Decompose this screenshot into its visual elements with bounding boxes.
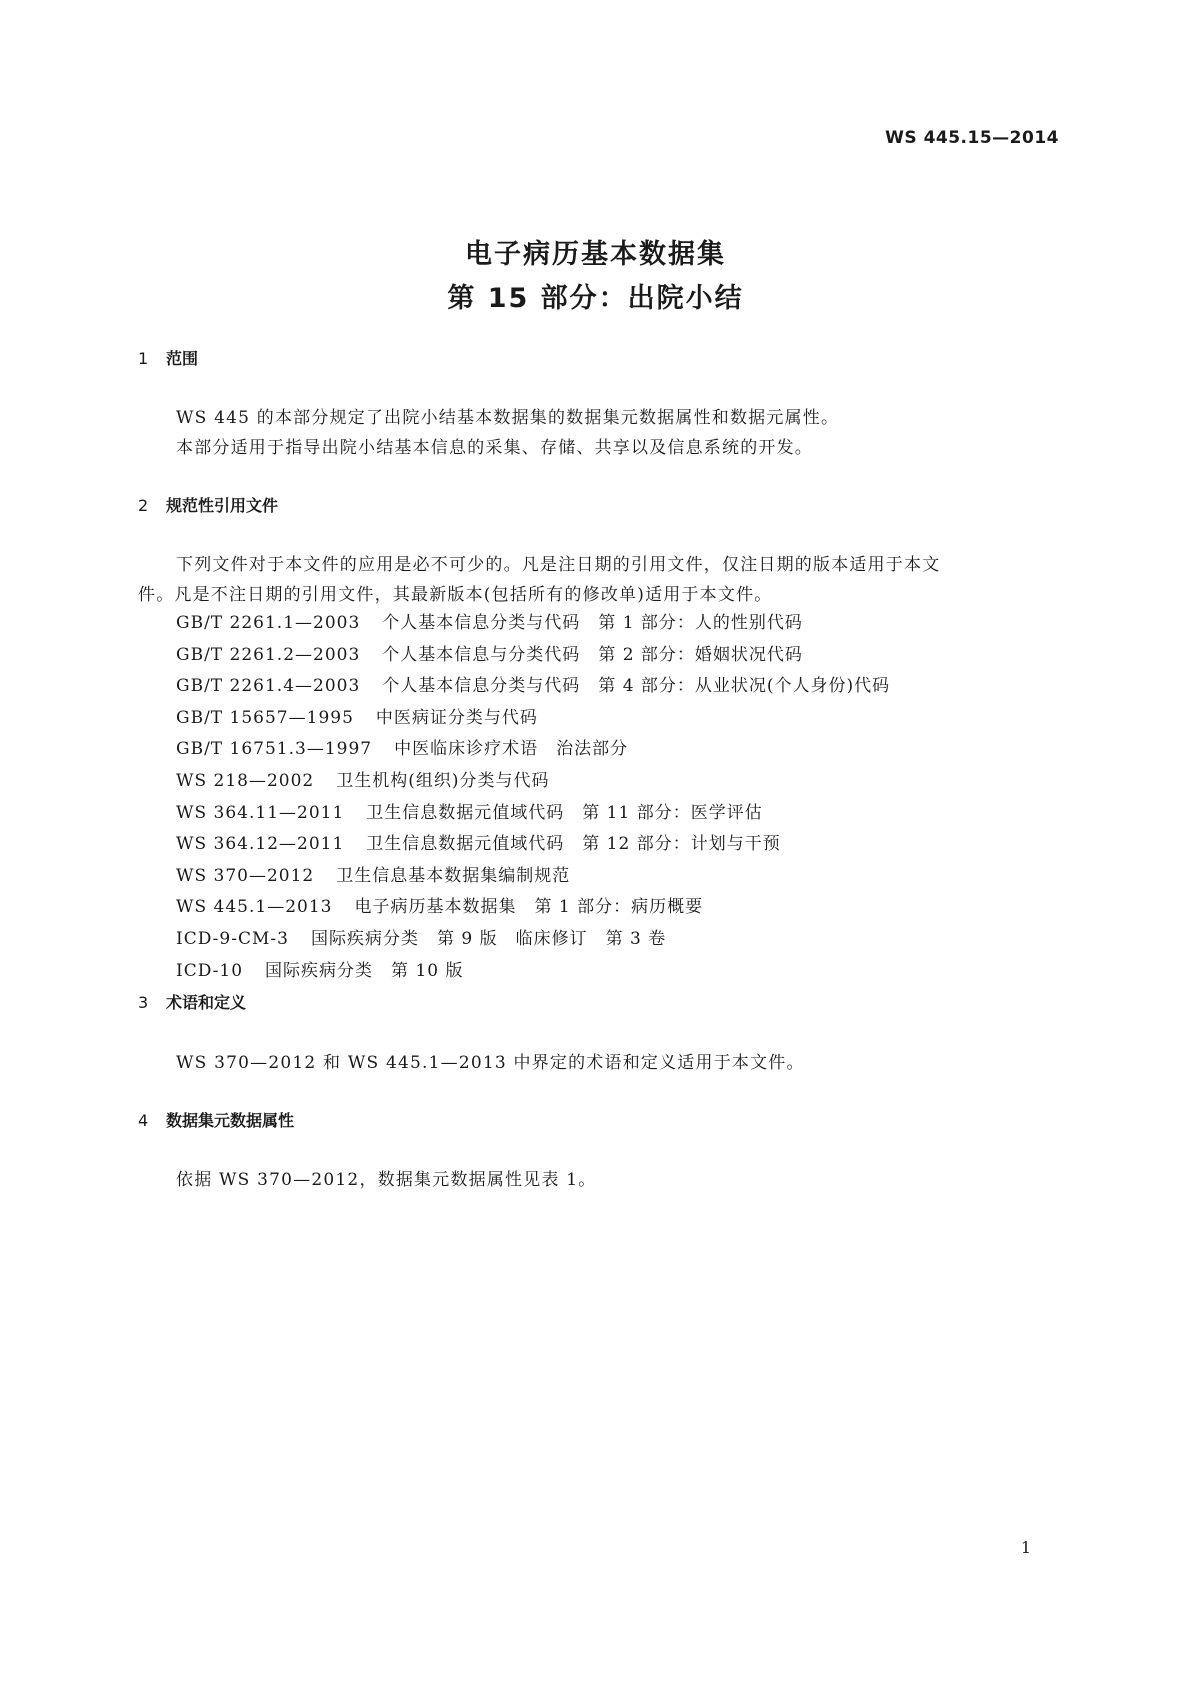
reference-item — [176, 734, 890, 766]
reference-item — [176, 608, 890, 640]
reference-title: 个人基本信息分类与代码 第 1 部分：人的性别代码 — [382, 613, 803, 633]
reference-code: GB/T 2261.4—2003 — [176, 676, 361, 697]
reference-title: 国际疾病分类 第 10 版 — [265, 960, 464, 981]
reference-item — [176, 798, 890, 830]
reference-code: WS 370—2012 — [176, 865, 315, 886]
section-1-heading — [138, 346, 198, 369]
reference-code: GB/T 16751.3—1997 — [176, 739, 373, 760]
section-2-heading — [138, 493, 278, 516]
reference-item — [176, 766, 890, 798]
reference-title: 卫生机构(组织)分类与代码 — [336, 770, 550, 791]
section-number: 2 — [138, 496, 149, 515]
reference-item — [176, 924, 890, 956]
reference-title: 中医临床诊疗术语 治法部分 — [394, 739, 629, 760]
reference-code: WS 445.1—2013 — [176, 897, 333, 918]
reference-title: 卫生信息数据元值域代码 第 11 部分：医学评估 — [366, 802, 763, 823]
reference-title: 卫生信息数据元值域代码 第 12 部分：计划与干预 — [366, 834, 781, 855]
section-number: 3 — [138, 993, 149, 1012]
section-title: 数据集元数据属性 — [166, 1111, 295, 1130]
section-2-intro-line-1: 下列文件对于本文件的应用是必不可少的。凡是注日期的引用文件，仅注日期的版本适用于本文 — [176, 555, 941, 575]
standard-code: WS 445.15—2014 — [885, 128, 1059, 148]
reference-code: ICD-9-CM-3 — [176, 928, 289, 949]
section-number: 1 — [138, 349, 149, 368]
reference-title: 个人基本信息分类与代码 第 4 部分：从业状况(个人身份)代码 — [382, 676, 891, 697]
reference-item — [176, 671, 890, 703]
reference-title: 中医病证分类与代码 — [375, 707, 538, 728]
reference-title: 个人基本信息与分类代码 第 2 部分：婚姻状况代码 — [382, 644, 803, 665]
section-1-paragraph-2: 本部分适用于指导出院小结基本信息的采集、存储、共享以及信息系统的开发。 — [176, 438, 813, 458]
document-title-line2: 第 15 部分：出院小结 — [447, 283, 744, 314]
section-3-heading — [138, 990, 246, 1013]
reference-code: WS 364.12—2011 — [176, 834, 345, 855]
reference-list — [176, 608, 890, 987]
section-title: 范围 — [166, 349, 199, 368]
reference-code: ICD-10 — [176, 960, 244, 981]
section-1-paragraph-1: WS 445 的本部分规定了出院小结基本数据集的数据集元数据属性和数据元属性。 — [176, 408, 840, 428]
section-3-paragraph-1: WS 370—2012 和 WS 445.1—2013 中界定的术语和定义适用于本文件。 — [176, 1053, 805, 1073]
reference-title: 国际疾病分类 第 9 版 临床修订 第 3 卷 — [310, 928, 667, 949]
reference-item — [176, 640, 890, 672]
reference-code: GB/T 2261.1—2003 — [176, 613, 361, 633]
section-title: 规范性引用文件 — [166, 496, 279, 515]
reference-code: GB/T 15657—1995 — [176, 707, 354, 728]
reference-item — [176, 861, 890, 893]
section-2-intro-line-2: 件。凡是不注日期的引用文件，其最新版本(包括所有的修改单)适用于本文件。 — [138, 585, 773, 605]
section-4-heading — [138, 1108, 294, 1131]
reference-item — [176, 956, 890, 988]
reference-code: GB/T 2261.2—2003 — [176, 644, 361, 665]
page-number: 1 — [1020, 1538, 1031, 1557]
section-number: 4 — [138, 1111, 149, 1130]
reference-title: 卫生信息基本数据集编制规范 — [336, 865, 571, 886]
section-4-paragraph-1: 依据 WS 370—2012，数据集元数据属性见表 1。 — [176, 1170, 597, 1190]
document-title-line1: 电子病历基本数据集 — [465, 239, 726, 270]
reference-item — [176, 892, 890, 924]
reference-code: WS 218—2002 — [176, 770, 315, 791]
reference-item — [176, 829, 890, 861]
reference-title: 电子病历基本数据集 第 1 部分：病历概要 — [354, 897, 704, 918]
reference-code: WS 364.11—2011 — [176, 802, 345, 823]
reference-item — [176, 703, 890, 735]
section-title: 术语和定义 — [166, 993, 247, 1012]
